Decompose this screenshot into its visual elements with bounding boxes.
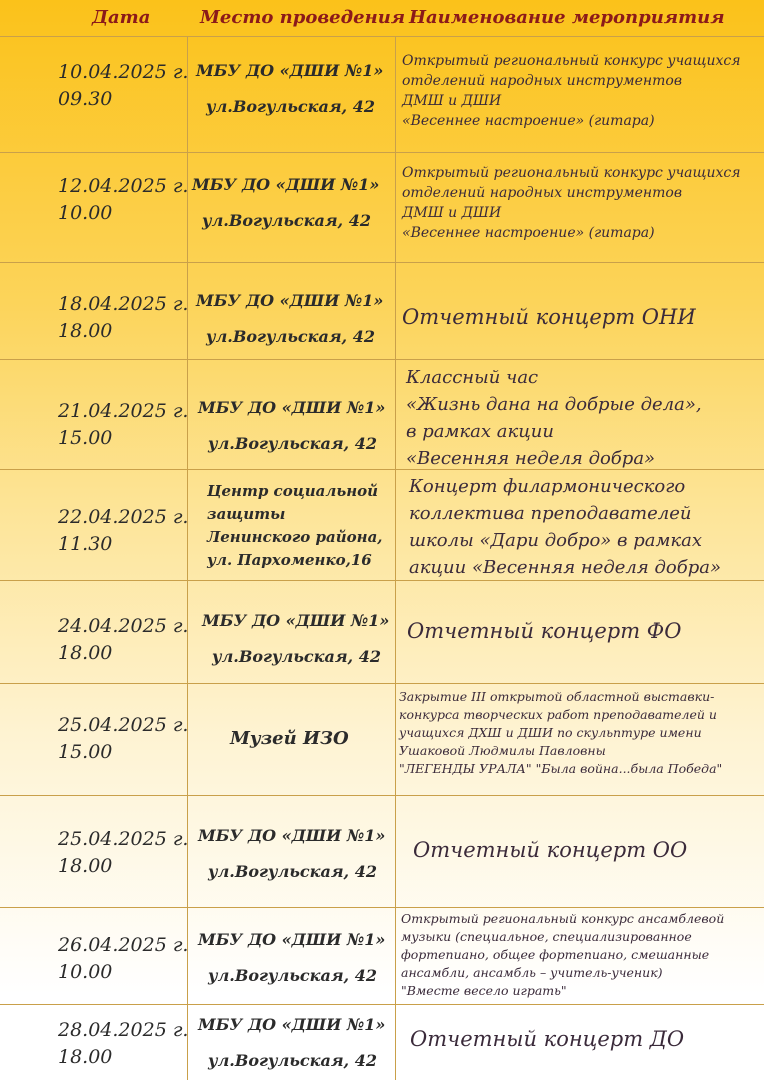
table-row: 10.04.2025 г. 09.30 МБУ ДО «ДШИ №1» ул.Вогульская, 42 Открытый региональный конкурс учащихся отделений народных инструментов ДМШ и ДШИ «Весеннее настроение» (гитара) xyxy=(0,37,764,153)
row-event: Открытый региональный конкурс учащихся отделений народных инструментов ДМШ и ДШИ «Весеннее настроение» (гитара) xyxy=(402,165,741,241)
table-row xyxy=(0,470,764,581)
row-date: 12.04.2025 г. 10.00 xyxy=(58,175,189,224)
table-header xyxy=(0,0,764,36)
table-row: 21.04.2025 г. 15.00 МБУ ДО «ДШИ №1» ул.Вогульская, 42 Классный час «Жизнь дана на добрые дела», в рамках акции «Весенняя неделя добра» xyxy=(0,360,764,470)
row-date: 26.04.2025 г. 10.00 xyxy=(58,934,189,983)
table-row: 12.04.2025 г. 10.00 МБУ ДО «ДШИ №1» ул.Вогульская, 42 Открытый региональный конкурс учащихся отделений народных инструментов ДМШ и ДШИ «Весеннее настроение» (гитара) xyxy=(0,153,764,263)
row-event: Отчетный концерт ОО xyxy=(413,838,688,862)
row-event: Отчетный концерт ОНИ xyxy=(402,305,696,329)
header-place: Место проведения xyxy=(200,7,406,28)
row-date: 28.04.2025 г. 18.00 xyxy=(58,1019,189,1068)
row-date: 22.04.2025 г. 11.30 xyxy=(58,506,189,555)
table-row: 26.04.2025 г. 10.00 МБУ ДО «ДШИ №1» ул.Вогульская, 42 Открытый региональный конкурс ансамблевой музыки (специальное, специализированное фортепиано, общее фортепиано, смешанные ансамбли, ансамбль – учитель-ученик) "Вместе весело играть" xyxy=(0,908,764,1005)
row-date: 18.04.2025 г. 18.00 xyxy=(58,293,189,342)
header-event: Наименование мероприятия xyxy=(409,7,725,28)
row-place: Центр социальной защиты Ленинского района, ул. Пархоменко,16 xyxy=(207,482,383,569)
table-row: 25.04.2025 г. 15.00 Музей ИЗО Закрытие III открытой областной выставки- конкурса творческих работ преподавателей и учащихся ДХШ и ДШИ по скульптуре имени Ушаковой Людмилы Павловны "ЛЕГЕНДЫ УРАЛА" "Была война...была Победа" xyxy=(0,684,764,796)
row-event: Закрытие III открытой областной выставки- конкурса творческих работ преподавателей и учащихся ДХШ и ДШИ по скульптуре имени Ушаковой Людмилы Павловны "ЛЕГЕНДЫ УРАЛА" "Была война...была Победа" xyxy=(399,689,723,776)
row-event: Отчетный концерт ДО xyxy=(410,1027,685,1051)
row-date: 25.04.2025 г. 15.00 xyxy=(58,714,189,763)
row-date: 10.04.2025 г. 09.30 xyxy=(58,61,189,110)
header-date: Дата xyxy=(92,7,151,28)
row-event: Открытый региональный конкурс учащихся отделений народных инструментов ДМШ и ДШИ «Весеннее настроение» (гитара) xyxy=(402,53,741,129)
row-event: Отчетный концерт ФО xyxy=(407,619,682,643)
row-date: 21.04.2025 г. 15.00 xyxy=(58,400,189,449)
table-row: 18.04.2025 г. 18.00 МБУ ДО «ДШИ №1» ул.Вогульская, 42 Отчетный концерт ОНИ xyxy=(0,263,764,360)
row-event: Концерт филармонического коллектива преподавателей школы «Дари добро» в рамках акции «Весенняя неделя добра» xyxy=(409,476,722,578)
row-date: 25.04.2025 г. 18.00 xyxy=(58,828,189,877)
schedule-table xyxy=(0,36,764,1080)
row-event: Классный час «Жизнь дана на добрые дела», в рамках акции «Весенняя неделя добра» xyxy=(406,367,702,469)
table-row: 25.04.2025 г. 18.00 МБУ ДО «ДШИ №1» ул.Вогульская, 42 Отчетный концерт ОО xyxy=(0,796,764,908)
table-row: 28.04.2025 г. 18.00 МБУ ДО «ДШИ №1» ул.Вогульская, 42 Отчетный концерт ДО xyxy=(0,1005,764,1080)
row-date: 24.04.2025 г. 18.00 xyxy=(58,615,189,664)
row-event: Открытый региональный конкурс ансамблевой музыки (специальное, специализированное фортепиано, общее фортепиано, смешанные ансамбли, ансамбль – учитель-ученик) "Вместе весело играть" xyxy=(401,911,725,998)
table-row: 24.04.2025 г. 18.00 МБУ ДО «ДШИ №1» ул.Вогульская, 42 Отчетный концерт ФО xyxy=(0,581,764,684)
